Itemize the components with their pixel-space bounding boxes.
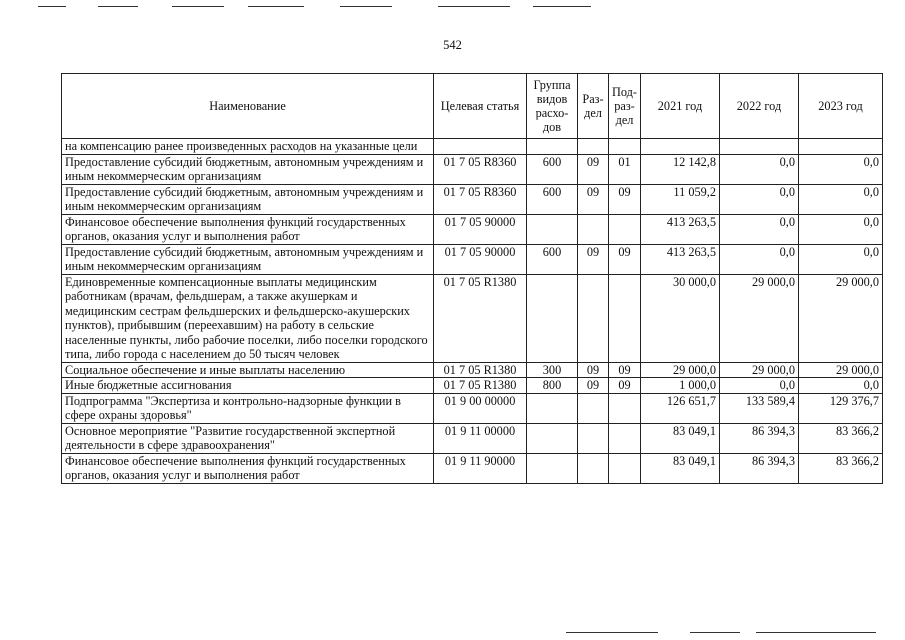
cell-name: Основное мероприятие "Развитие государственной экспертной деятельности в сфере здравоохранения"	[62, 423, 434, 453]
cell-name: Иные бюджетные ассигнования	[62, 378, 434, 394]
cell-y2022: 29 000,0	[720, 362, 799, 378]
cell-y2022: 29 000,0	[720, 274, 799, 362]
scan-edge-line	[340, 6, 392, 7]
cell-section	[578, 139, 609, 155]
cell-y2023: 0,0	[799, 378, 883, 394]
cell-section	[578, 423, 609, 453]
table-row	[62, 423, 883, 453]
cell-name: Предоставление субсидий бюджетным, автономным учреждениям и иным некоммерческим организациям	[62, 184, 434, 214]
cell-y2022: 0,0	[720, 154, 799, 184]
cell-y2021: 29 000,0	[641, 362, 720, 378]
cell-section: 09	[578, 244, 609, 274]
cell-subsection: 09	[609, 378, 641, 394]
cell-y2021: 1 000,0	[641, 378, 720, 394]
table-row	[62, 362, 883, 378]
cell-y2021: 413 263,5	[641, 244, 720, 274]
cell-group: 600	[527, 184, 578, 214]
cell-y2022	[720, 139, 799, 155]
cell-subsection	[609, 393, 641, 423]
header-2022: 2022 год	[720, 74, 799, 139]
cell-name: Социальное обеспечение и иные выплаты населению	[62, 362, 434, 378]
cell-y2021: 126 651,7	[641, 393, 720, 423]
cell-y2023: 29 000,0	[799, 274, 883, 362]
cell-name: Предоставление субсидий бюджетным, автономным учреждениям и иным некоммерческим организациям	[62, 244, 434, 274]
cell-subsection: 09	[609, 184, 641, 214]
cell-y2021: 83 049,1	[641, 453, 720, 483]
cell-y2021	[641, 139, 720, 155]
cell-y2021: 11 059,2	[641, 184, 720, 214]
cell-y2023: 0,0	[799, 214, 883, 244]
cell-y2022: 86 394,3	[720, 423, 799, 453]
cell-target: 01 9 00 00000	[434, 393, 527, 423]
scan-edge-line	[98, 6, 138, 7]
cell-target: 01 7 05 R1380	[434, 274, 527, 362]
cell-y2023: 0,0	[799, 244, 883, 274]
cell-group	[527, 453, 578, 483]
page-number: 542	[443, 38, 462, 52]
cell-target: 01 7 05 R1380	[434, 362, 527, 378]
budget-table	[61, 73, 883, 484]
cell-target: 01 7 05 R1380	[434, 378, 527, 394]
header-section: Раз-дел	[578, 74, 609, 139]
cell-section: 09	[578, 154, 609, 184]
cell-group	[527, 423, 578, 453]
cell-y2022: 0,0	[720, 214, 799, 244]
cell-subsection	[609, 423, 641, 453]
cell-subsection	[609, 274, 641, 362]
cell-y2021: 12 142,8	[641, 154, 720, 184]
cell-subsection	[609, 453, 641, 483]
cell-y2021: 83 049,1	[641, 423, 720, 453]
table-row	[62, 378, 883, 394]
scan-edge-line	[566, 632, 658, 633]
cell-y2023: 29 000,0	[799, 362, 883, 378]
cell-section	[578, 393, 609, 423]
cell-subsection: 09	[609, 244, 641, 274]
header-subsection: Под-раз-дел	[609, 74, 641, 139]
table-row	[62, 274, 883, 362]
cell-section: 09	[578, 378, 609, 394]
scan-edge-line	[172, 6, 224, 7]
table-row	[62, 453, 883, 483]
cell-target: 01 7 05 R8360	[434, 154, 527, 184]
cell-subsection: 01	[609, 154, 641, 184]
cell-y2022: 0,0	[720, 378, 799, 394]
scan-edge-line	[248, 6, 304, 7]
cell-y2023: 83 366,2	[799, 453, 883, 483]
cell-y2021: 30 000,0	[641, 274, 720, 362]
table-row	[62, 214, 883, 244]
cell-target: 01 9 11 90000	[434, 453, 527, 483]
cell-y2022: 0,0	[720, 244, 799, 274]
table-body	[62, 139, 883, 484]
cell-group: 600	[527, 154, 578, 184]
scan-edge-line	[690, 632, 740, 633]
cell-target: 01 7 05 90000	[434, 244, 527, 274]
cell-group	[527, 214, 578, 244]
cell-name: Финансовое обеспечение выполнения функций государственных органов, оказания услуг и выполнения работ	[62, 453, 434, 483]
table-row	[62, 139, 883, 155]
cell-y2022: 86 394,3	[720, 453, 799, 483]
header-name: Наименование	[62, 74, 434, 139]
table-row	[62, 154, 883, 184]
scan-edge-line	[38, 6, 66, 7]
table-row	[62, 393, 883, 423]
cell-name: на компенсацию ранее произведенных расходов на указанные цели	[62, 139, 434, 155]
cell-target: 01 7 05 R8360	[434, 184, 527, 214]
header-2023: 2023 год	[799, 74, 883, 139]
cell-y2023: 129 376,7	[799, 393, 883, 423]
cell-y2022: 0,0	[720, 184, 799, 214]
cell-section	[578, 274, 609, 362]
cell-section: 09	[578, 184, 609, 214]
cell-y2021: 413 263,5	[641, 214, 720, 244]
cell-y2022: 133 589,4	[720, 393, 799, 423]
cell-group	[527, 274, 578, 362]
cell-subsection: 09	[609, 362, 641, 378]
cell-subsection	[609, 214, 641, 244]
header-target: Целевая статья	[434, 74, 527, 139]
cell-group	[527, 393, 578, 423]
cell-target: 01 9 11 00000	[434, 423, 527, 453]
header-row	[62, 74, 883, 139]
scan-edge-line	[533, 6, 591, 7]
scan-edge-line	[756, 632, 876, 633]
cell-subsection	[609, 139, 641, 155]
cell-name: Предоставление субсидий бюджетным, автономным учреждениям и иным некоммерческим организациям	[62, 154, 434, 184]
cell-section	[578, 214, 609, 244]
cell-y2023	[799, 139, 883, 155]
cell-group: 600	[527, 244, 578, 274]
cell-name: Единовременные компенсационные выплаты медицинским работникам (врачам, фельдшерам, а также акушеркам и медицинским сестрам фельдшерских и фельдшерско-акушерских пунктов), прибывшим (переехавшим) на работу в сельские населенные пункты, либо рабочие поселки, либо поселки городского типа, либо города с населением до 50 тысяч человек	[62, 274, 434, 362]
header-group: Группа видов расхо-дов	[527, 74, 578, 139]
cell-section: 09	[578, 362, 609, 378]
cell-y2023: 83 366,2	[799, 423, 883, 453]
cell-y2023: 0,0	[799, 184, 883, 214]
cell-y2023: 0,0	[799, 154, 883, 184]
table-row	[62, 244, 883, 274]
table-row	[62, 184, 883, 214]
cell-target: 01 7 05 90000	[434, 214, 527, 244]
scan-edge-line	[438, 6, 510, 7]
cell-name: Подпрограмма "Экспертиза и контрольно-надзорные функции в сфере охраны здоровья"	[62, 393, 434, 423]
cell-name: Финансовое обеспечение выполнения функций государственных органов, оказания услуг и выполнения работ	[62, 214, 434, 244]
cell-section	[578, 453, 609, 483]
cell-group: 800	[527, 378, 578, 394]
cell-target	[434, 139, 527, 155]
header-2021: 2021 год	[641, 74, 720, 139]
cell-group: 300	[527, 362, 578, 378]
cell-group	[527, 139, 578, 155]
